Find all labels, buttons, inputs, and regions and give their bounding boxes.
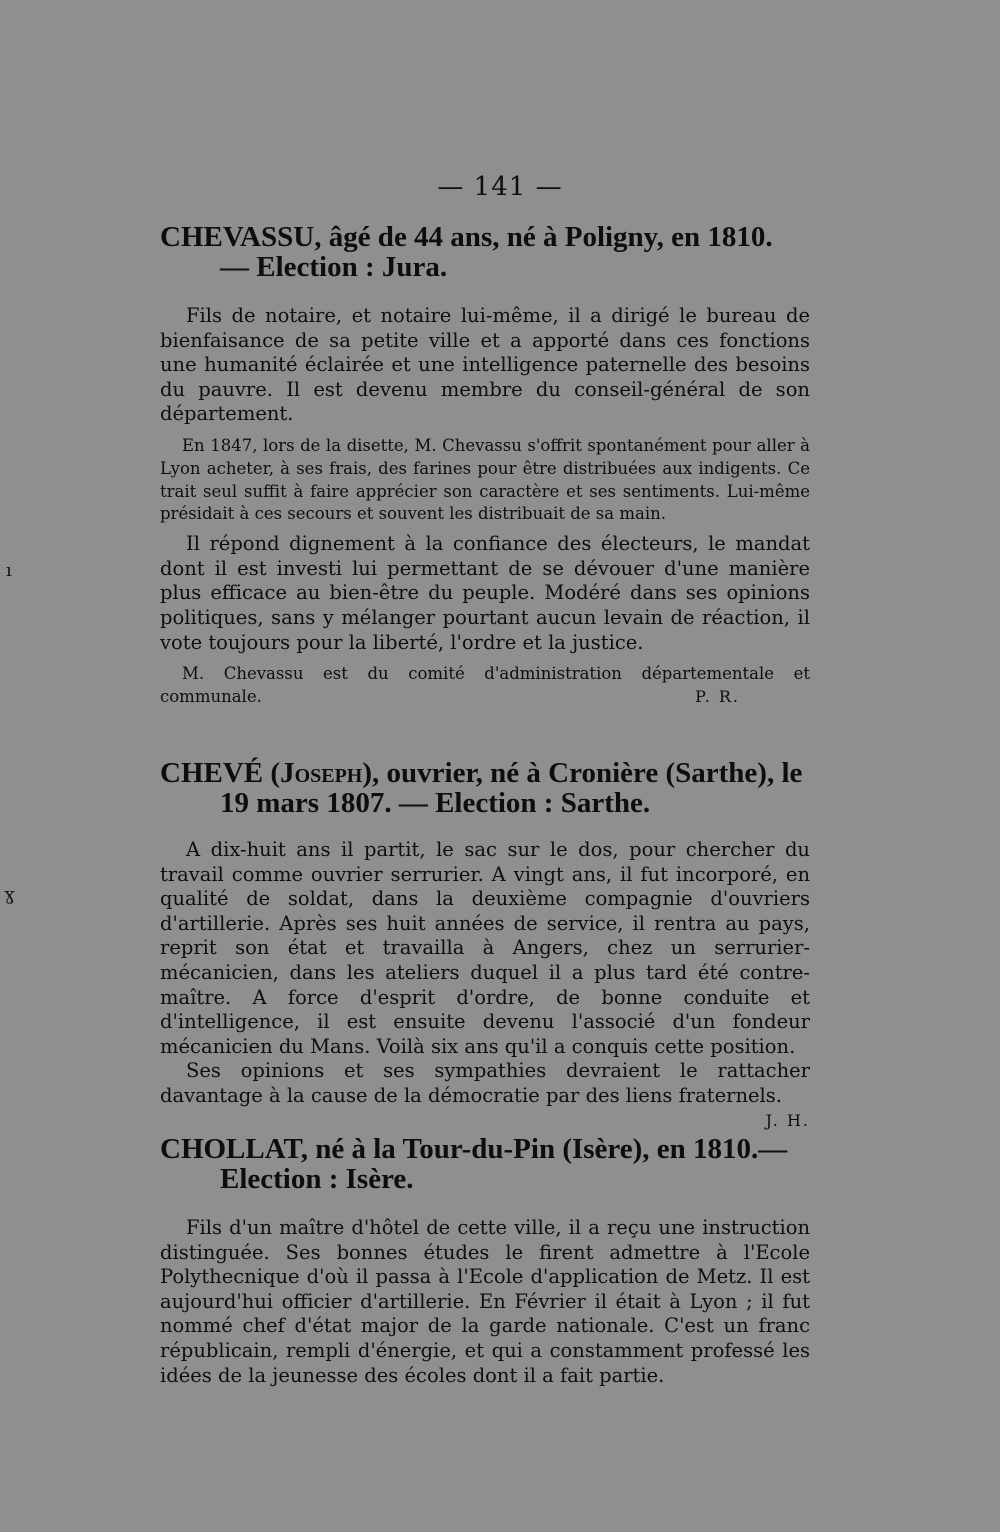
author-signature: P. R. — [695, 686, 740, 706]
heading-line-1-rest: ), ouvrier, né à Cronière (Sarthe), le — [362, 757, 803, 789]
heading-line-1: CHEVÉ (Joseph), ouvrier, né à Cronière (Sarthe), le — [160, 757, 803, 789]
small-paragraph — [160, 663, 810, 709]
paragraph-text: M. Chevassu est du comité d'administration départementale et communale. — [160, 664, 810, 706]
heading-line-1: CHEVASSU, âgé de 44 ans, né à Poligny, en 1810. — [160, 221, 773, 253]
heading-firstname: Joseph — [280, 757, 363, 789]
entry-chevassu — [160, 222, 810, 709]
margin-mark: ɣ — [4, 884, 15, 905]
paragraph: Fils de notaire, et notaire lui-même, il a dirigé le bureau de bienfaisance de sa petite ville et a apporté dans ces fonctions une humanité éclairée et une intelligence paternelle des besoins du pauvre. Il est devenu membre du conseil-général de son département. — [160, 304, 810, 426]
paragraph: Il répond dignement à la confiance des électeurs, le mandat dont il est investi lui permettant de se dévouer d'une manière plus efficace au bien-être du peuple. Modéré dans ses opinions politiques, sans y mélanger pourtant aucun levain de réaction, il vote toujours pour la liberté, l'ordre et la justice. — [160, 532, 810, 654]
entry-cheve — [160, 758, 810, 1133]
page-number: — 141 — — [437, 172, 563, 202]
margin-mark: ı — [6, 560, 12, 581]
heading-line-2: Election : Isère. — [220, 1163, 414, 1195]
small-paragraph: En 1847, lors de la disette, M. Chevassu s'offrit spontanément pour aller à Lyon acheter, à ses frais, des farines pour être distribuées aux indigents. Ce trait seul suffit à faire apprécier son caractère et ses sentiments. Lui-même présidait à ces secours et souvent les distribuait de sa main. — [160, 435, 810, 524]
heading-line-2: 19 mars 1807. — Election : Sarthe. — [220, 787, 651, 819]
author-signature: J. H. — [765, 1110, 810, 1130]
entry-heading — [160, 222, 810, 304]
entry-chollat — [160, 1134, 810, 1388]
paragraph: Fils d'un maître d'hôtel de cette ville, il a reçu une instruction distinguée. Ses bonnes études le firent admettre à l'Ecole Polythecnique d'où il passa à l'Ecole d'application de Metz. Il est aujourd'hui officier d'artillerie. En Février il était à Lyon ; il fut nommé chef d'état major de la garde nationale. C'est un franc républicain, rempli d'énergie, et qui a constamment professé les idées de la jeunesse des écoles dont il a fait partie. — [160, 1216, 810, 1387]
entry-heading — [160, 1134, 810, 1216]
heading-line-2: — Election : Jura. — [220, 251, 448, 283]
heading-line-1: CHOLLAT, né à la Tour-du-Pin (Isère), en 1810.— — [160, 1133, 788, 1165]
heading-surname: CHEVÉ — [160, 757, 264, 789]
paragraph-text: Ses opinions et ses sympathies devraient le rattacher davantage à la cause de la démocratie par des liens fraternels. — [160, 1059, 810, 1107]
paragraph: A dix-huit ans il partit, le sac sur le dos, pour chercher du travail comme ouvrier serrurier. A vingt ans, il fut incorporé, en qualité de soldat, dans la deuxième compagnie d'ouvriers d'artillerie. Après ses huit années de service, il rentra au pays, reprit son état et travailla à Angers, chez un serrurier-mécanicien, dans les ateliers duquel il a plus tard été contre-maître. A force d'esprit d'ordre, de bonne conduite et d'intelligence, il est ensuite devenu l'associé d'un fondeur mécanicien du Mans. Voilà six ans qu'il a conquis cette position. — [160, 838, 810, 1058]
paragraph — [160, 1059, 810, 1130]
entry-heading — [160, 758, 810, 838]
